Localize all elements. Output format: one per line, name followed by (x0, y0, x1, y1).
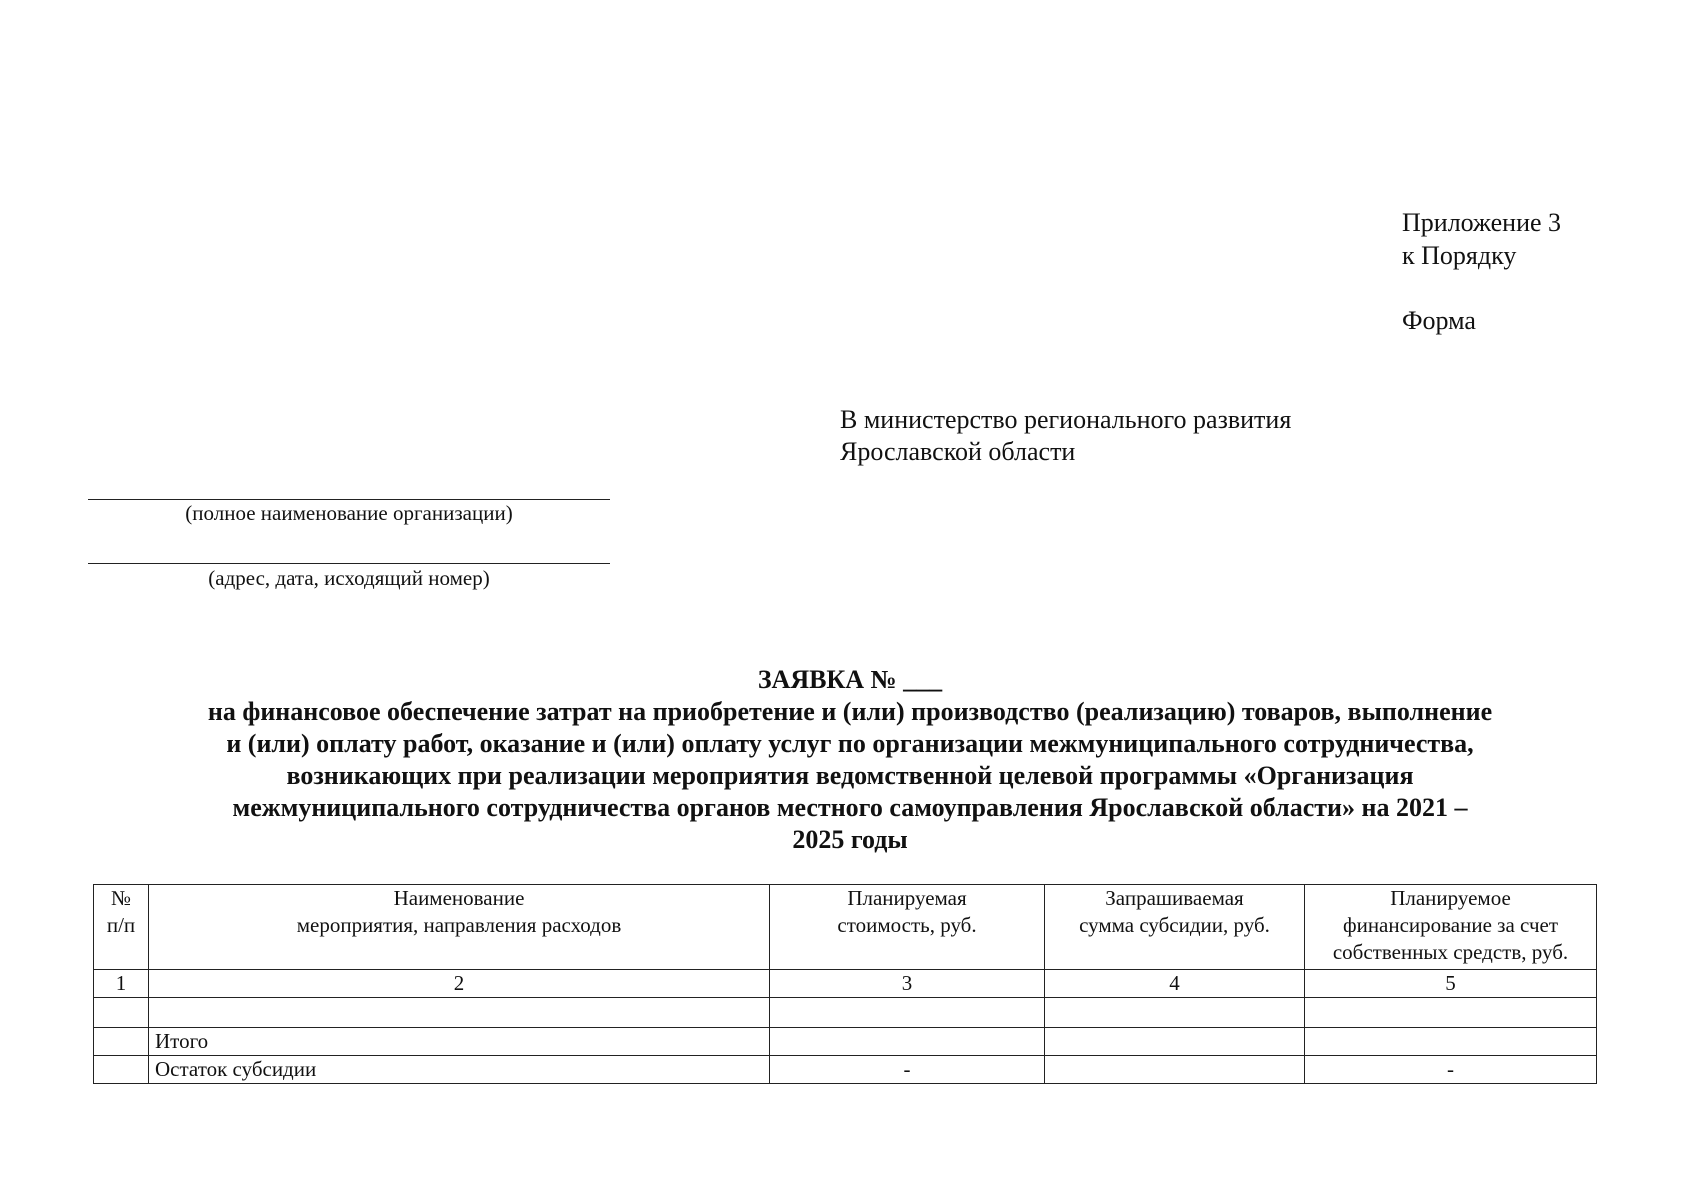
header-number-line-1: № (110, 886, 132, 910)
annex-reference: к Порядку (1402, 241, 1517, 270)
header-number (94, 885, 149, 970)
table-row (94, 998, 1597, 1028)
column-number-row (94, 970, 1597, 998)
header-own-funds-line-3: собственных средств, руб. (1332, 940, 1569, 964)
column-number: 2 (149, 970, 770, 998)
table-header-row (94, 885, 1597, 970)
request-subtitle-line-4: межмуниципального сотрудничества органов местного самоуправления Ярославской области» на 2021 – (232, 793, 1468, 822)
table-cell[interactable] (1305, 998, 1597, 1028)
header-activity-line-1: Наименование (393, 886, 525, 910)
table-cell (94, 1056, 149, 1084)
column-number: 3 (770, 970, 1045, 998)
header-own-funds-line-1: Планируемое (1390, 886, 1511, 910)
header-own-funds-line-2: финансирование за счет (1342, 913, 1559, 937)
table-cell[interactable] (1045, 1056, 1305, 1084)
header-own-funds (1305, 885, 1597, 970)
request-subtitle-line-2: и (или) оплату работ, оказание и (или) оплату услуг по организации межмуниципального сотрудничества, (226, 729, 1474, 758)
header-requested-subsidy-line-2: сумма субсидии, руб. (1079, 913, 1270, 937)
column-number: 4 (1045, 970, 1305, 998)
address-date-number-caption: (адрес, дата, исходящий номер) (208, 566, 490, 590)
request-table (93, 884, 1597, 1084)
header-planned-cost (770, 885, 1045, 970)
table-cell[interactable] (1045, 998, 1305, 1028)
table-cell[interactable] (149, 998, 770, 1028)
table-cell: - (770, 1056, 1045, 1084)
request-heading: ЗАЯВКА № ___ (757, 665, 943, 694)
table-cell[interactable] (770, 1028, 1045, 1056)
addressee (840, 404, 1291, 468)
header-requested-subsidy-line-1: Запрашиваемая (1105, 886, 1244, 910)
addressee-line-1: В министерство регионального развития (840, 405, 1292, 434)
address-date-number-line[interactable] (88, 563, 610, 564)
annex-note (1402, 206, 1561, 272)
total-row (94, 1028, 1597, 1056)
table-cell[interactable] (1305, 1028, 1597, 1056)
subsidy-remainder-row (94, 1056, 1597, 1084)
header-planned-cost-line-2: стоимость, руб. (837, 913, 977, 937)
header-activity-name (149, 885, 770, 970)
table-cell[interactable] (770, 998, 1045, 1028)
header-requested-subsidy (1045, 885, 1305, 970)
subsidy-remainder-label: Остаток субсидии (149, 1056, 770, 1084)
column-number: 1 (94, 970, 149, 998)
request-subtitle-line-5: 2025 годы (792, 825, 908, 854)
organization-name-caption: (полное наименование организации) (185, 501, 513, 525)
header-planned-cost-line-1: Планируемая (847, 886, 967, 910)
request-subtitle-line-1: на финансовое обеспечение затрат на приобретение и (или) производство (реализацию) товаров, выполнение (207, 697, 1493, 726)
request-subtitle-line-3: возникающих при реализации мероприятия ведомственной целевой программы «Организация (286, 761, 1414, 790)
header-activity-line-2: мероприятия, направления расходов (296, 913, 622, 937)
form-label: Форма (1402, 306, 1476, 335)
organization-name-line[interactable] (88, 499, 610, 500)
annex-number: Приложение 3 (1402, 208, 1562, 237)
table-cell[interactable] (1045, 1028, 1305, 1056)
table-cell[interactable] (94, 998, 149, 1028)
table-cell: - (1305, 1056, 1597, 1084)
total-label: Итого (149, 1028, 770, 1056)
header-number-line-2: п/п (106, 913, 136, 937)
column-number: 5 (1305, 970, 1597, 998)
table-cell (94, 1028, 149, 1056)
request-title (110, 664, 1590, 856)
addressee-line-2: Ярославской области (840, 437, 1076, 466)
